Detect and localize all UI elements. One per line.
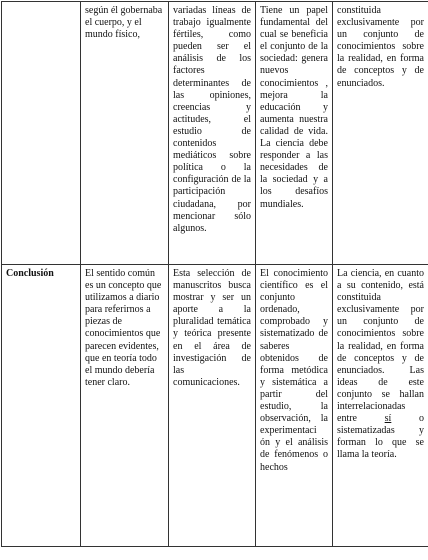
row-label: [2, 2, 81, 265]
table-cell: El conocimiento científico es el conjunto ordenado, comprobado y sistematizado de saberes obtenidos de forma metódica y sistemática a partir del estudio, la observación, la experimentaci ón y el análisis de fenómenos o hechos: [256, 265, 333, 547]
table-row: [2, 265, 428, 547]
table-cell: según él gobernaba el cuerpo, y el mundo físico,: [81, 2, 169, 265]
cell-text: o sistematizadas y forman lo que se llama la teoría.: [337, 413, 424, 461]
table-cell: El sentido común es un concepto que utilizamos a diario para referirnos a piezas de conocimientos que parecen evidentes, que en teoría todo el mundo debería tener claro.: [81, 265, 169, 547]
table-row: [2, 2, 428, 265]
table-cell: variadas líneas de trabajo igualmente fértiles, como pueden ser el análisis de los factores determinantes de las opiniones, creencias y actitudes, el estudio de contenidos mediáticos sobre política o la configuración de la participación ciudadana, por mencionar sólo algunos.: [169, 2, 256, 265]
table-cell: [333, 265, 428, 547]
comparison-table: [1, 1, 428, 547]
table-cell: constituida exclusivamente por un conjunto de conocimientos sobre la realidad, en forma de conceptos y de enunciados.: [333, 2, 428, 265]
table-cell: Tiene un papel fundamental del cual se beneficia el conjunto de la sociedad: genera nuevos conocimientos , mejora la educación y aumenta nuestra calidad de vida. La ciencia debe responder a las necesidades de la sociedad y a los desafíos mundiales.: [256, 2, 333, 265]
underlined-word: sí: [384, 413, 392, 425]
cell-text: La ciencia, en cuanto a su contenido, está constituida exclusivamente por un conjunto de conocimientos sobre la realidad, en forma de conceptos y de enunciados. Las ideas de este conjunto se hallan interrelacionadas entre: [337, 268, 424, 425]
table-cell: Esta selección de manuscritos busca mostrar y ser un aporte a la pluralidad temática y teórica presente en el área de investigación de las comunicaciones.: [169, 265, 256, 547]
row-label-conclusion: Conclusión: [2, 265, 81, 547]
